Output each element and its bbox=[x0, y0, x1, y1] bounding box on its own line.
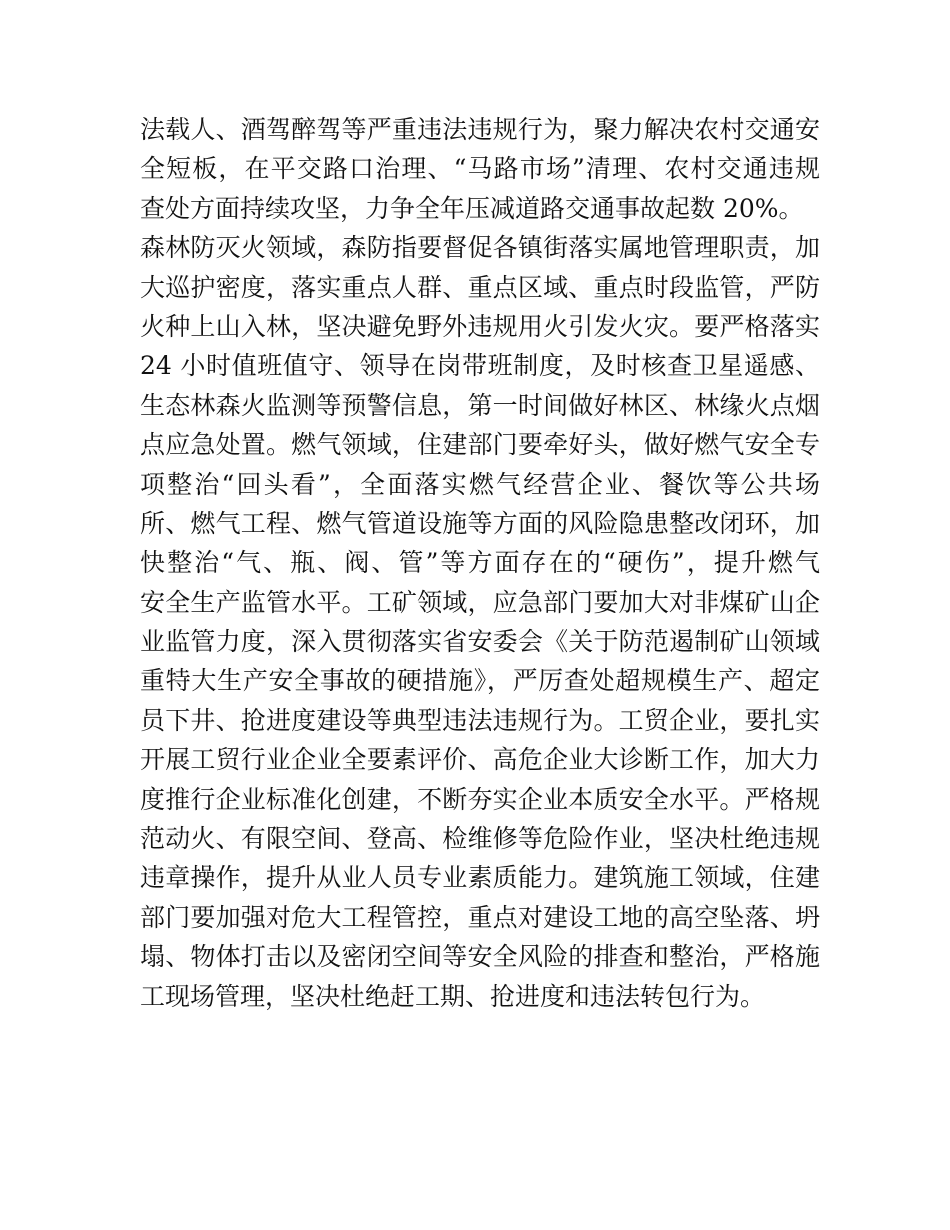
text-line: 开展工贸行业企业全要素评价、高危企业大诊断工作，加大力 bbox=[140, 745, 820, 775]
text-line: 安全生产监管水平。工矿领域，应急部门要加大对非煤矿山企 bbox=[140, 587, 820, 617]
text-line: 工现场管理，坚决杜绝赶工期、抢进度和违法转包行为。 bbox=[140, 981, 766, 1011]
text-line: 项整治“回头看”，全面落实燃气经营企业、餐饮等公共场 bbox=[140, 469, 820, 499]
text-line: 森林防灭火领域，森防指要督促各镇街落实属地管理职责，加 bbox=[140, 233, 820, 263]
text-line: 24 小时值班值守、领导在岗带班制度，及时核查卫星遥感、 bbox=[140, 351, 820, 381]
text-line: 违章操作，提升从业人员专业素质能力。建筑施工领域，住建 bbox=[140, 863, 820, 893]
text-line: 快整治“气、瓶、阀、管”等方面存在的“硬伤”，提升燃气 bbox=[140, 548, 820, 578]
text-line: 重特大生产安全事故的硬措施》，严厉查处超规模生产、超定 bbox=[140, 666, 820, 696]
text-line: 塌、物体打击以及密闭空间等安全风险的排查和整治，严格施 bbox=[140, 942, 820, 972]
text-line: 度推行企业标准化创建，不断夯实企业本质安全水平。严格规 bbox=[140, 784, 820, 814]
text-line: 查处方面持续攻坚，力争全年压减道路交通事故起数 20%。 bbox=[140, 193, 804, 223]
text-line: 员下井、抢进度建设等典型违法违规行为。工贸企业，要扎实 bbox=[140, 705, 820, 735]
text-line: 业监管力度，深入贯彻落实省安委会《关于防范遏制矿山领域 bbox=[140, 627, 820, 657]
text-line: 生态林森火监测等预警信息，第一时间做好林区、林缘火点烟 bbox=[140, 390, 820, 420]
text-line: 火种上山入林，坚决避免野外违规用火引发火灾。要严格落实 bbox=[140, 311, 820, 341]
text-line: 所、燃气工程、燃气管道设施等方面的风险隐患整改闭环，加 bbox=[140, 508, 820, 538]
text-line: 全短板，在平交路口治理、“马路市场”清理、农村交通违规 bbox=[140, 154, 820, 184]
text-line: 法载人、酒驾醉驾等严重违法违规行为，聚力解决农村交通安 bbox=[140, 115, 820, 144]
body-text bbox=[140, 110, 820, 1016]
text-line: 范动火、有限空间、登高、检维修等危险作业，坚决杜绝违规 bbox=[140, 824, 820, 854]
text-line: 大巡护密度，落实重点人群、重点区域、重点时段监管，严防 bbox=[140, 272, 820, 302]
text-line: 点应急处置。燃气领域，住建部门要牵好头，做好燃气安全专 bbox=[140, 430, 820, 460]
text-line: 部门要加强对危大工程管控，重点对建设工地的高空坠落、坍 bbox=[140, 902, 820, 932]
